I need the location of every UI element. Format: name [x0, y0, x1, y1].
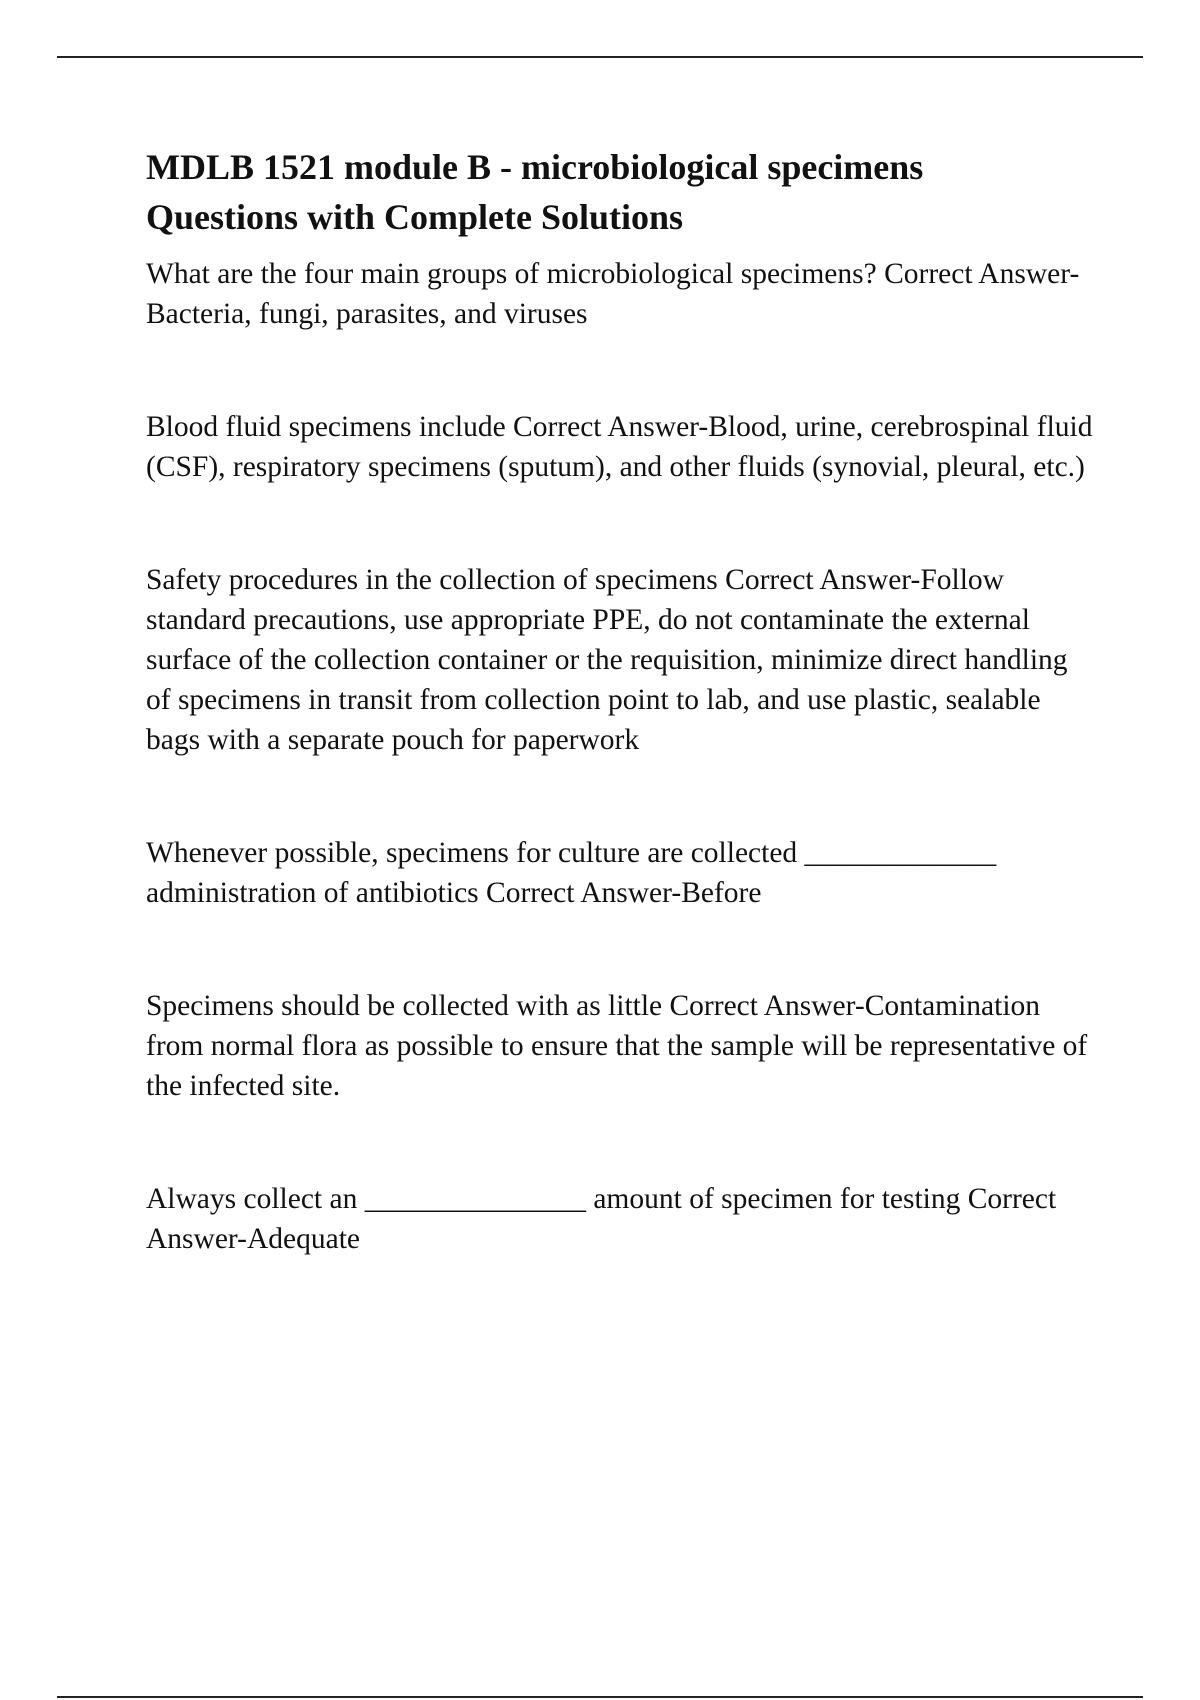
- qa-item-1: What are the four main groups of microbiological specimens? Correct Answer-Bacteria, fungi, parasites, and viruses: [146, 258, 1080, 330]
- top-rule: [57, 56, 1143, 58]
- document-title: [146, 142, 1096, 242]
- qa-item-6: Always collect an _______________ amount of specimen for testing Correct Answer-Adequate: [146, 1183, 1062, 1255]
- title-line-2: Questions with Complete Solutions: [146, 197, 684, 237]
- bottom-rule: [57, 1696, 1143, 1698]
- qa-item-3: Safety procedures in the collection of specimens Correct Answer-Follow standard precautions, use appropriate PPE, do not contaminate the external surface of the collection container or the requisition, minimize direct handling of specimens in transit from collection point to lab, and use plastic, sealable bags with a separate pouch for paperwork: [146, 564, 1075, 756]
- qa-item-5: Specimens should be collected with as little Correct Answer-Contamination from normal flora as possible to ensure that the sample will be representative of the infected site.: [146, 990, 1095, 1102]
- document-body: [146, 142, 1100, 1259]
- title-line-1: MDLB 1521 module B - microbiological specimens: [146, 147, 924, 187]
- qa-item-2: Blood fluid specimens include Correct Answer-Blood, urine, cerebrospinal fluid (CSF), respiratory specimens (sputum), and other fluids (synovial, pleural, etc.): [146, 411, 1100, 483]
- qa-item-4: Whenever possible, specimens for culture are collected _____________ administration of antibiotics Correct Answer-Before: [146, 837, 1004, 909]
